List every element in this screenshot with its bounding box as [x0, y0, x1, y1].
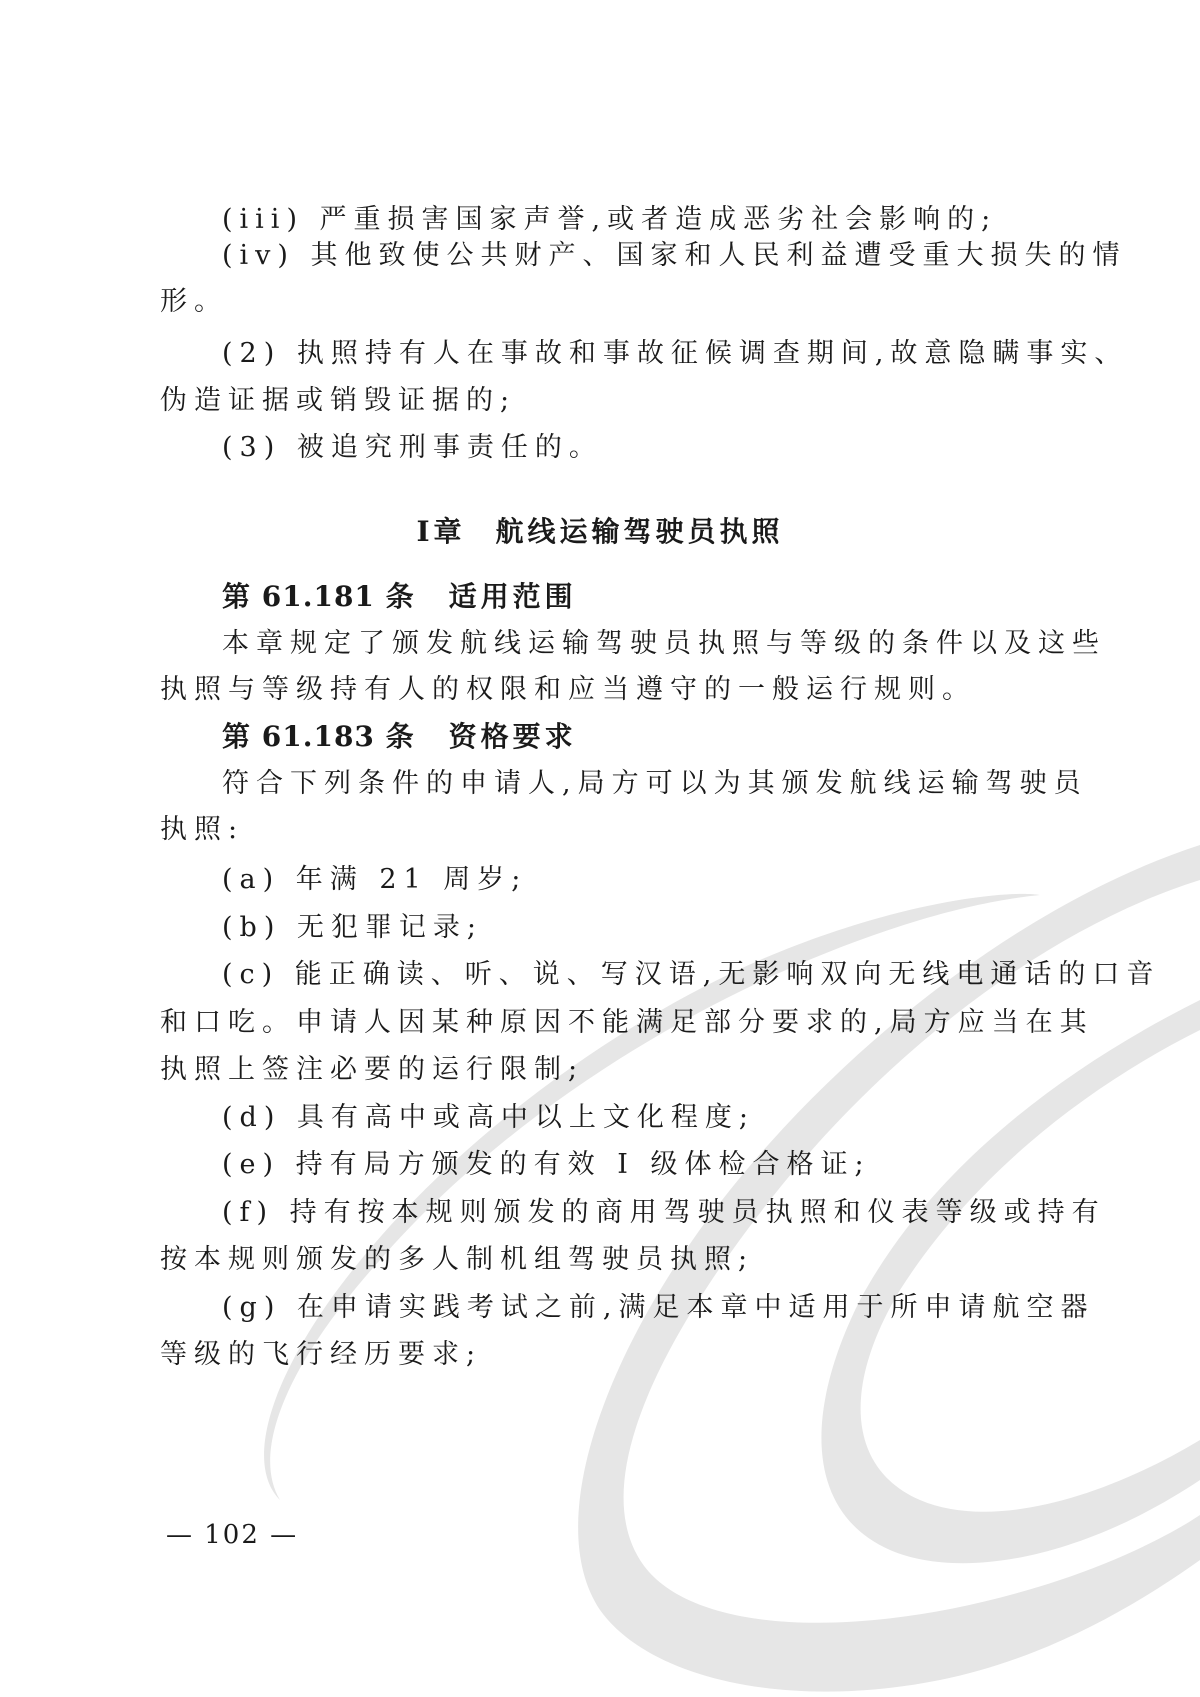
article-181-text-line: 本章规定了颁发航线运输驾驶员执照与等级的条件以及这些 [222, 628, 1106, 659]
article-183-text-line: 符合下列条件的申请人,局方可以为其颁发航线运输驾驶员 [222, 768, 1088, 799]
article-183-text-line: 执照: [160, 814, 245, 845]
requirement-f: (f) 持有按本规则颁发的商用驾驶员执照和仪表等级或持有 [222, 1197, 1106, 1228]
requirement-c-continued: 和口吃。申请人因某种原因不能满足部分要求的,局方应当在其 [160, 1007, 1094, 1038]
chapter-heading [0, 515, 1200, 549]
page-number: — 102 — [166, 1520, 299, 1550]
article-181-title: 适用范围 [448, 580, 577, 613]
article-183-heading [222, 720, 577, 754]
article-181-heading [222, 580, 577, 614]
list-item-iv: (iv) 其他致使公共财产、国家和人民利益遭受重大损失的情 [222, 240, 1127, 271]
article-181-text-line: 执照与等级持有人的权限和应当遵守的一般运行规则。 [160, 674, 976, 705]
list-item-iv-continued: 形。 [160, 286, 228, 317]
chapter-title: 航线运输驾驶员执照 [495, 515, 784, 548]
requirement-b: (b) 无犯罪记录; [222, 912, 484, 943]
requirement-g-continued: 等级的飞行经历要求; [160, 1339, 483, 1370]
requirement-e: (e) 持有局方颁发的有效 I 级体检合格证; [222, 1149, 871, 1180]
article-183-number: 第 61.183 条 [222, 720, 415, 753]
requirement-c-continued: 执照上签注必要的运行限制; [160, 1054, 585, 1085]
list-item-2-continued: 伪造证据或销毁证据的; [160, 385, 517, 416]
requirement-f-continued: 按本规则颁发的多人制机组驾驶员执照; [160, 1244, 755, 1275]
article-183-title: 资格要求 [448, 720, 577, 753]
list-item-iii: (iii) 严重损害国家声誉,或者造成恶劣社会影响的; [222, 204, 998, 235]
requirement-c: (c) 能正确读、听、说、写汉语,无影响双向无线电通话的口音 [222, 959, 1161, 990]
requirement-d: (d) 具有高中或高中以上文化程度; [222, 1102, 756, 1133]
chapter-number: I章 [416, 515, 466, 548]
article-181-number: 第 61.181 条 [222, 580, 415, 613]
list-item-3: (3) 被追究刑事责任的。 [222, 432, 603, 463]
list-item-2: (2) 执照持有人在事故和事故征候调查期间,故意隐瞒事实、 [222, 338, 1129, 369]
requirement-a: (a) 年满 21 周岁; [222, 864, 528, 895]
requirement-g: (g) 在申请实践考试之前,满足本章中适用于所申请航空器 [222, 1292, 1095, 1323]
